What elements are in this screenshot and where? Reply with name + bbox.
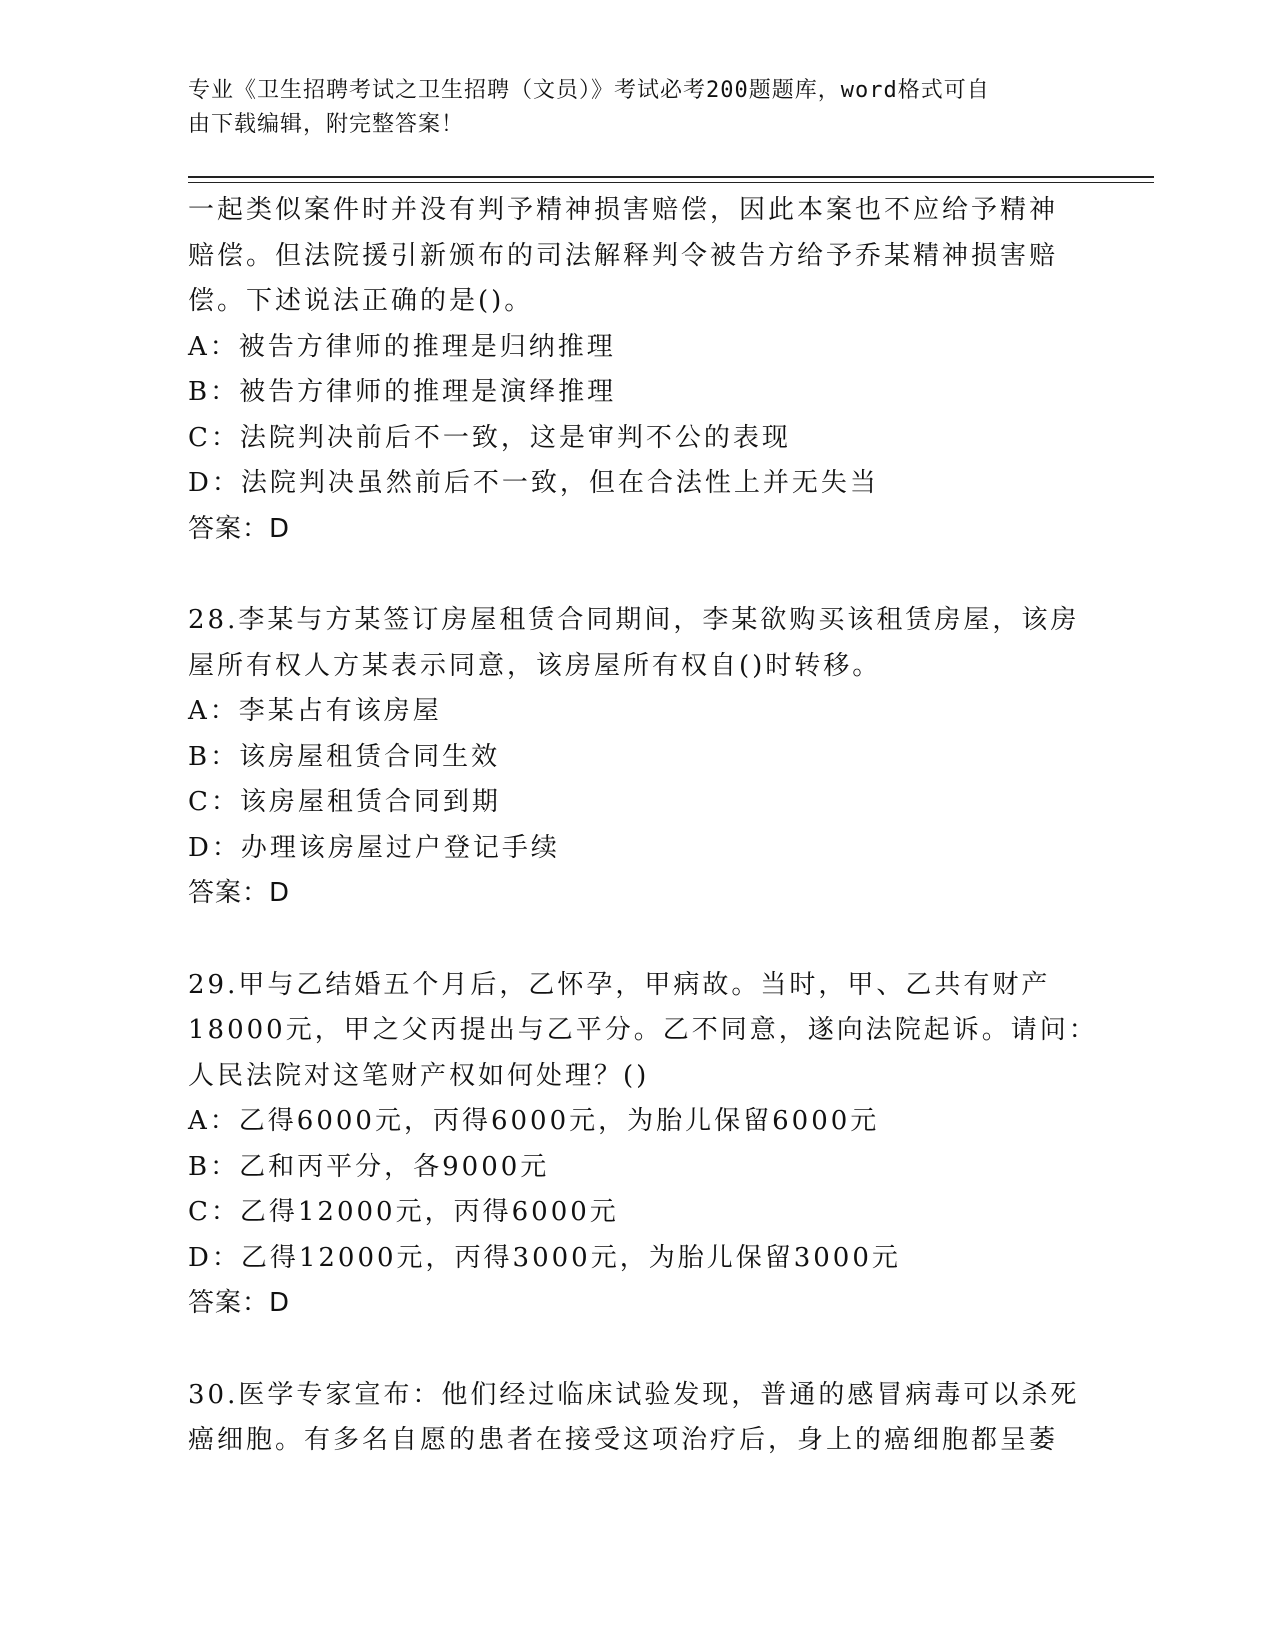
question-text-line: 18000元，甲之父丙提出与乙平分。乙不同意，遂向法院起诉。请问： [188, 1015, 1098, 1045]
option-a: A：乙得6000元，丙得6000元，为胎儿保留6000元 [188, 1106, 880, 1136]
option-a: A：被告方律师的推理是归纳推理 [188, 331, 616, 362]
question-text-line: 屋所有权人方某表示同意，该房屋所有权自()时转移。 [188, 650, 882, 681]
header-divider-thin [188, 182, 1154, 183]
question-content [188, 188, 1098, 1464]
answer: 答案：D [188, 1288, 291, 1318]
spacer [188, 552, 1088, 598]
option-d: D：办理该房屋过户登记手续 [188, 832, 560, 863]
header-divider-thick [188, 176, 1154, 178]
option-c: C：法院判决前后不一致，这是审判不公的表现 [188, 422, 791, 453]
option-b: B：乙和丙平分，各9000元 [188, 1151, 550, 1182]
option-b: B：被告方律师的推理是演绎推理 [188, 377, 617, 407]
option-d: D：乙得12000元，丙得3000元，为胎儿保留3000元 [188, 1242, 901, 1273]
question-text-line: 癌细胞。有多名自愿的患者在接受这项治疗后，身上的癌细胞都呈萎 [188, 1425, 1059, 1455]
answer: 答案：D [188, 878, 291, 908]
question-27 [188, 188, 1088, 552]
option-a: A：李某占有该房屋 [188, 696, 442, 726]
option-b: B：该房屋租赁合同生效 [188, 741, 501, 772]
question-30 [188, 1373, 1088, 1464]
question-text-line: 一起类似案件时并没有判予精神损害赔偿，因此本案也不应给予精神 [188, 195, 1059, 225]
spacer [188, 1327, 1088, 1373]
question-text-line: 30.医学专家宣布：他们经过临床试验发现，普通的感冒病毒可以杀死 [188, 1379, 1080, 1410]
question-text-line: 人民法院对这笔财产权如何处理？() [188, 1060, 650, 1091]
header-line-1: 专业《卫生招聘考试之卫生招聘（文员）》考试必考200题题库，word格式可自 [188, 78, 990, 103]
option-c: C：乙得12000元，丙得6000元 [188, 1197, 619, 1227]
question-text-line: 偿。下述说法正确的是()。 [188, 286, 534, 316]
question-text-line: 29.甲与乙结婚五个月后，乙怀孕，甲病故。当时，甲、乙共有财产 [188, 969, 1051, 1000]
question-text-line: 28.李某与方某签订房屋租赁合同期间，李某欲购买该租赁房屋，该房 [188, 605, 1080, 635]
header-line-2: 由下载编辑，附完整答案！ [188, 112, 465, 137]
option-d: D：法院判决虽然前后不一致，但在合法性上并无失当 [188, 468, 879, 498]
question-28 [188, 598, 1088, 917]
option-c: C：该房屋租赁合同到期 [188, 787, 501, 817]
question-29 [188, 963, 1098, 1327]
document-header [188, 74, 1088, 142]
spacer [188, 917, 1088, 963]
answer: 答案：D [188, 513, 291, 544]
question-text-line: 赔偿。但法院援引新颁布的司法解释判令被告方给予乔某精神损害赔 [188, 240, 1059, 271]
